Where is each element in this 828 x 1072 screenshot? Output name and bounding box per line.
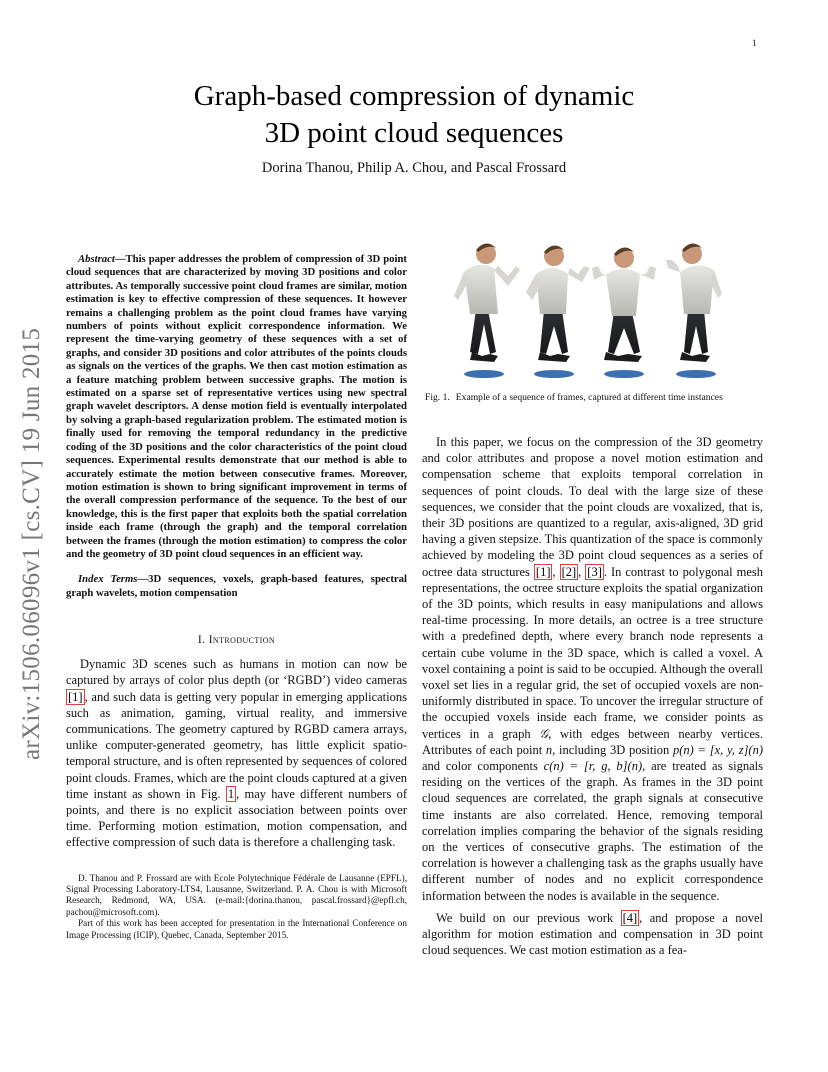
rp1-text-2: . In contrast to polygonal mesh representations, the octree structure exploits the spatial organization of the 3D points, which results in easy manipulations and allows real-time processing. In more details, an octree is a tree structure with a predefined depth, where every branch node represents a certain cube volume in the 3D space, which is called a voxel. A voxel containing a point is said to be occupied. Although the overall voxel set lies in a regular grid, the set of occupied voxels are non-uniformly distributed in space. To uncover the irregular structure of the occupied voxels inside each frame, we consider points as vertices in a graph [422, 564, 763, 741]
intro-paragraph [66, 656, 407, 850]
intro-text-2: , and such data is getting very popular in emerging applications such as animation, gaming, virtual reality, and immersive communications. The geometry captured by RGBD camera arrays, unlike computer-generated geometry, has little explicit spatio-temporal structure, and is often represented by sequences of colored point clouds. Frames, which are the point clouds captured at a given time instant as shown in Fig. [66, 689, 407, 801]
rp2-text-2: , and propose a novel algorithm for motion estimation and compensation in 3D point cloud sequences. We cast motion estimation as a fea- [422, 910, 763, 958]
index-terms-label: Index Terms [78, 573, 138, 586]
footnote-conference: Part of this work has been accepted for presentation in the International Conference on Image Processing (ICIP), Quebec, Canada, September 2015. [66, 918, 407, 940]
rp1-sep-1: , [552, 564, 560, 579]
citation-link[interactable]: [4] [622, 910, 638, 925]
index-terms-text: —3D sequences, voxels, graph-based features, spectral graph wavelets, motion compensation [66, 573, 407, 599]
math-graph-symbol: 𝒢 [539, 726, 549, 741]
right-paragraph-1 [422, 434, 763, 904]
math-n: n [545, 742, 553, 757]
math-position: p(n) = [x, y, z](n) [673, 742, 764, 757]
rp1-text-1: In this paper, we focus on the compression of the 3D geometry and color attributes and propose a novel motion estimation and compensation scheme that exploits temporal correlation in sequences of point clouds. To deal with the large size of these sequences, we consider that the point clouds are voxalized, that is, their 3D positions are quantized to a regular, axis-aligned, 3D grid having a given stepsize. This quantization of the space is commonly achieved by modeling the 3D point cloud sequences as a series of octree data structures [422, 435, 763, 579]
frame-1-figure [454, 243, 520, 378]
intro-text-1: Dynamic 3D scenes such as humans in motion can now be captured by arrays of color plus depth (or ‘RGBD’) video cameras [66, 657, 407, 688]
math-color: c(n) = [r, g, b](n) [543, 759, 643, 774]
citation-link[interactable]: [3] [587, 564, 602, 579]
frame-4-figure [666, 243, 722, 378]
citation-link[interactable]: [1] [68, 689, 83, 704]
rp1-text-5: and color components [422, 759, 544, 774]
section-title: Introduction [208, 634, 276, 647]
point-cloud-figure-image [422, 234, 763, 384]
figure-point-cloud-frames [422, 234, 763, 384]
abstract [66, 253, 407, 561]
frame-2-figure [526, 245, 590, 378]
rp1-sep-2: , [578, 564, 586, 579]
citation-link[interactable]: [2] [561, 564, 577, 579]
rp1-text-3: , with edges between nearby vertices. Attributes of each point [422, 726, 763, 757]
section-numeral: I. [197, 634, 209, 647]
title-line-2: 3D point cloud sequences [264, 117, 564, 149]
rp2-text-1: We build on our previous work [436, 910, 621, 925]
left-column [66, 253, 407, 941]
figure-caption-text: Example of a sequence of frames, captured at different time instances [455, 392, 723, 403]
figure-reference-link[interactable]: 1 [227, 786, 235, 801]
authors: Dorina Thanou, Philip A. Chou, and Pascal Frossard [261, 160, 567, 176]
abstract-label: Abstract [78, 253, 115, 265]
section-heading [66, 634, 407, 646]
citation-link[interactable]: [1] [535, 564, 551, 579]
right-paragraph-2 [422, 910, 763, 959]
paper-title [100, 78, 728, 152]
frame-3-figure [592, 247, 656, 378]
intro-text-3: , may have different numbers of points, and there is no explicit association between points over time. Performing motion estimation, motion compensation, and effective compression of such data is therefore a challenging task. [66, 786, 407, 850]
figure-caption [425, 392, 763, 404]
abstract-text: —This paper addresses the problem of compression of 3D point cloud sequences that are characterized by moving 3D positions and color attributes. As temporally successive point cloud frames are similar, motion estimation is key to effective compression of these sequences. It however remains a challenging problem as the point cloud frames have varying numbers of points without explicit correspondence information. We represent the time-varying geometry of these sequences with a set of graphs, and consider 3D positions and color attributes of the points clouds as signals on the vertices of the graphs. We then cast motion estimation as a feature matching problem between successive graphs. The motion is estimated on a sparse set of representative vertices using new spectral graph wavelet descriptors. A dense motion field is eventually interpolated by solving a graph-based regularization problem. The estimated motion is finally used for removing the temporal redundancy in the predictive coding of the 3D positions and the color characteristics of the point cloud sequences. Experimental results demonstrate that our method is able to accurately estimate the motion between consecutive frames. Moreover, motion estimation is shown to bring significant improvement in terms of the overall compression performance of the sequence. To the best of our knowledge, this is the first paper that exploits both the spatial correlation inside each frame (through the graph) and the temporal correlation between the frames (through the motion estimation) to compress the color and the geometry of 3D point cloud sequences in an efficient way. [66, 253, 407, 560]
page-number: 1 [752, 38, 757, 48]
footnotes [66, 873, 407, 941]
title-line-1: Graph-based compression of dynamic [193, 80, 635, 112]
arxiv-stamp: arXiv:1506.06096v1 [cs.CV] 19 Jun 2015 [18, 327, 45, 760]
right-column [422, 234, 763, 959]
rp1-text-4: , including 3D position [552, 742, 673, 757]
footnote-affiliations: D. Thanou and P. Frossard are with Ecole Polytechnique Fédérale de Lausanne (EPFL), Signal Processing Laboratory-LTS4, Lausanne, Switzerland. P. A. Chou is with Microsoft Research, Redmond, WA, USA. (e-mail:{dorina.thanou, pascal.frossard}@epfl.ch, pachou@microsoft.com). [66, 872, 407, 917]
figure-label: Fig. 1. [425, 392, 450, 403]
index-terms [66, 573, 407, 600]
rp1-text-6: , are treated as signals residing on the vertices of the graph. As frames in the 3D point cloud sequences are correlated, the graph signals at consecutive time instants are also correlated. Hence, removing temporal correlation implies comparing the behavior of the signals residing on the vertices of consecutive graphs. The estimation of the correlation is however a challenging task as the graphs usually have different number of nodes and no explicit correspondence information between the nodes is available in the sequence. [422, 759, 764, 903]
